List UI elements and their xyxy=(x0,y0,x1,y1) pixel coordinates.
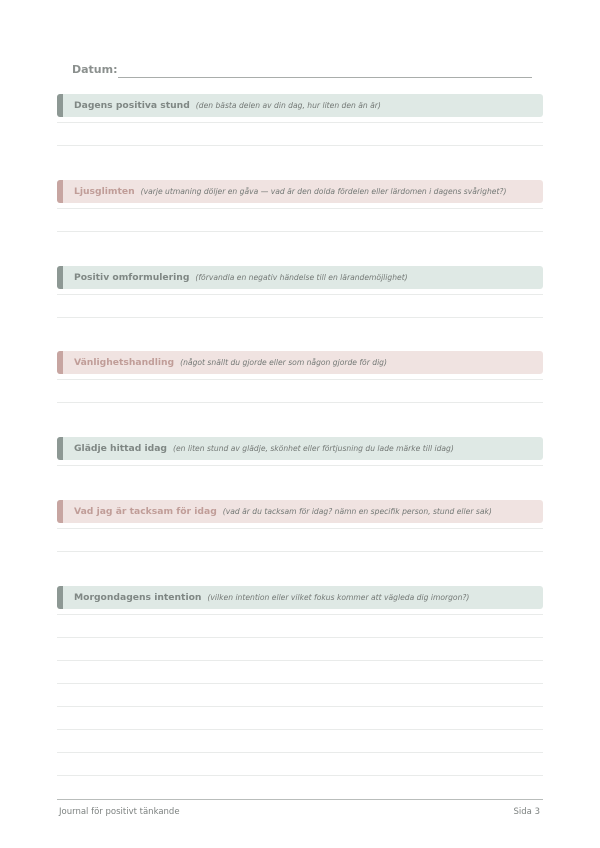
write-line[interactable] xyxy=(57,402,543,403)
write-line[interactable] xyxy=(57,729,543,730)
section-hint: (en liten stund av glädje, skönhet eller förtjusning du lade märke till idag) xyxy=(173,444,454,453)
section-header-reframe xyxy=(57,266,543,289)
section-accent-bar xyxy=(57,500,63,523)
footer-divider xyxy=(57,799,543,800)
write-line[interactable] xyxy=(57,637,543,638)
footer-journal-title: Journal för positivt tänkande xyxy=(59,807,180,817)
section-accent-bar xyxy=(57,586,63,609)
write-line[interactable] xyxy=(57,775,543,776)
section-hint: (något snällt du gjorde eller som någon gjorde för dig) xyxy=(180,358,387,367)
date-label: Datum: xyxy=(72,63,118,76)
section-accent-bar xyxy=(57,437,63,460)
section-header-joy xyxy=(57,437,543,460)
section-title: Ljusglimten xyxy=(74,186,135,197)
section-title: Glädje hittad idag xyxy=(74,443,167,454)
section-hint: (vad är du tacksam för idag? nämn en specifik person, stund eller sak) xyxy=(222,507,492,516)
section-header-gratitude xyxy=(57,500,543,523)
section-hint: (den bästa delen av din dag, hur liten den än är) xyxy=(195,101,381,110)
date-write-line[interactable] xyxy=(118,77,532,78)
write-line[interactable] xyxy=(57,465,543,466)
write-line[interactable] xyxy=(57,379,543,380)
write-line[interactable] xyxy=(57,231,543,232)
section-title: Morgondagens intention xyxy=(74,592,202,603)
section-accent-bar xyxy=(57,94,63,117)
section-title: Vad jag är tacksam för idag xyxy=(74,506,217,517)
section-header-positive-moment xyxy=(57,94,543,117)
write-line[interactable] xyxy=(57,551,543,552)
section-accent-bar xyxy=(57,266,63,289)
section-header-silver-lining xyxy=(57,180,543,203)
section-hint: (förvandla en negativ händelse till en lärandemöjlighet) xyxy=(195,273,408,282)
section-title: Vänlighetshandling xyxy=(74,357,175,368)
section-hint: (varje utmaning döljer en gåva — vad är den dolda fördelen eller lärdomen i dagens svårighet?) xyxy=(140,187,507,196)
section-accent-bar xyxy=(57,351,63,374)
write-line[interactable] xyxy=(57,706,543,707)
section-hint: (vilken intention eller vilket fokus kommer att vägleda dig imorgon?) xyxy=(207,593,470,602)
section-title: Dagens positiva stund xyxy=(74,100,190,111)
write-line[interactable] xyxy=(57,145,543,146)
write-line[interactable] xyxy=(57,683,543,684)
write-line[interactable] xyxy=(57,614,543,615)
section-accent-bar xyxy=(57,180,63,203)
section-title: Positiv omformulering xyxy=(74,272,190,283)
section-header-intention xyxy=(57,586,543,609)
write-line[interactable] xyxy=(57,528,543,529)
section-header-kindness xyxy=(57,351,543,374)
write-line[interactable] xyxy=(57,208,543,209)
write-line[interactable] xyxy=(57,752,543,753)
date-row xyxy=(72,63,532,79)
footer-page-number: Sida 3 xyxy=(513,807,540,817)
write-line[interactable] xyxy=(57,122,543,123)
write-line[interactable] xyxy=(57,660,543,661)
write-line[interactable] xyxy=(57,294,543,295)
write-line[interactable] xyxy=(57,317,543,318)
